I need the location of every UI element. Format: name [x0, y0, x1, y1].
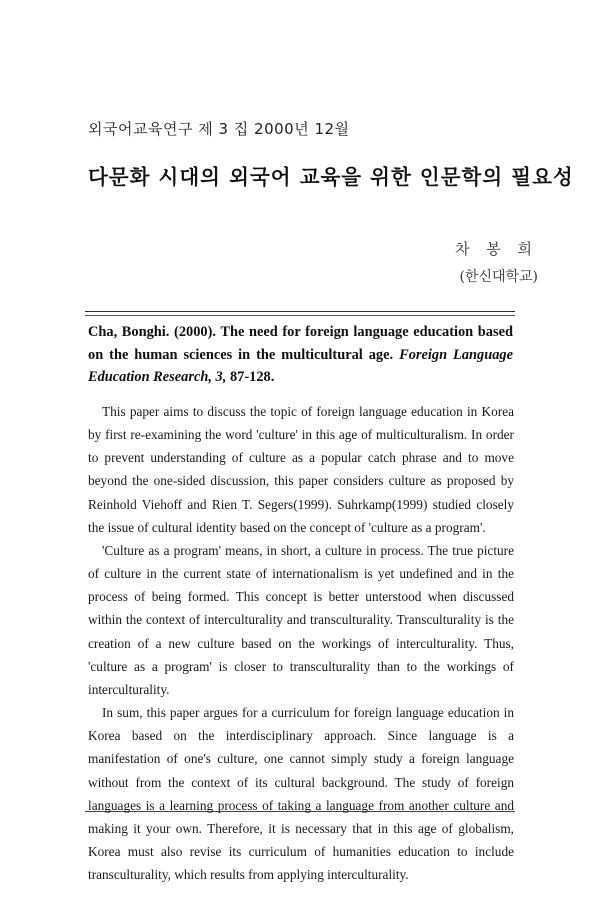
- top-rule-thick: [85, 311, 515, 312]
- citation-title: The need for foreign language education based on the human sciences in the multicultural age.: [88, 324, 513, 363]
- citation-authors-year: Cha, Bonghi. (2000).: [88, 324, 216, 340]
- journal-issue-line: 외국어교육연구 제 3 집 2000년 12월: [88, 120, 350, 138]
- citation-journal: Foreign Language Education Research,: [88, 346, 513, 385]
- author-affiliation: (한신대학교): [459, 269, 538, 285]
- abstract-body: [88, 400, 514, 886]
- author-name: 차 봉 희: [454, 240, 538, 258]
- bottom-rule: [85, 811, 515, 812]
- citation-block: [88, 321, 513, 389]
- abstract-paragraph: This paper aims to discuss the topic of foreign language education in Korea by first re-examining the word 'culture' in this age of multiculturalism. In order to prevent understanding of culture as a popular catch phrase and to move beyond the one-sided discussion, this paper considers culture as proposed by Reinhold Viehoff and Rien T. Segers(1999). Suhrkamp(1999) studied closely the issue of cultural identity based on the concept of 'culture as a program'.: [88, 404, 514, 535]
- paper-title: 다문화 시대의 외국어 교육을 위한 인문학의 필요성: [88, 165, 574, 189]
- citation-pages: 87-128.: [229, 369, 275, 385]
- citation-volume: 3,: [215, 369, 227, 385]
- abstract-paragraph: In sum, this paper argues for a curriculum for foreign language education in Korea based on the interdisciplinary approach. Since language is a manifestation of one's culture, one cannot simply study a foreign language without from the context of its cultural background. The study of foreign languages is a learning process of taking a language from another culture and making it your own. Therefore, it is necessary that in this age of globalism, Korea must also revise its curriculum of humanities education to include transculturality, which results from applying interculturality.: [88, 705, 514, 883]
- abstract-paragraph: 'Culture as a program' means, in short, a culture in process. The true picture of culture in the current state of internationalism is yet undefined and in the process of being formed. This concept is better unterstood when discussed within the context of interculturality and transculturality. Transculturality is the creation of a new culture based on the workings of interculturality. Thus, 'culture as a program' is closer to transculturality than to the workings of interculturality.: [88, 542, 514, 697]
- top-rule-thin: [85, 315, 515, 316]
